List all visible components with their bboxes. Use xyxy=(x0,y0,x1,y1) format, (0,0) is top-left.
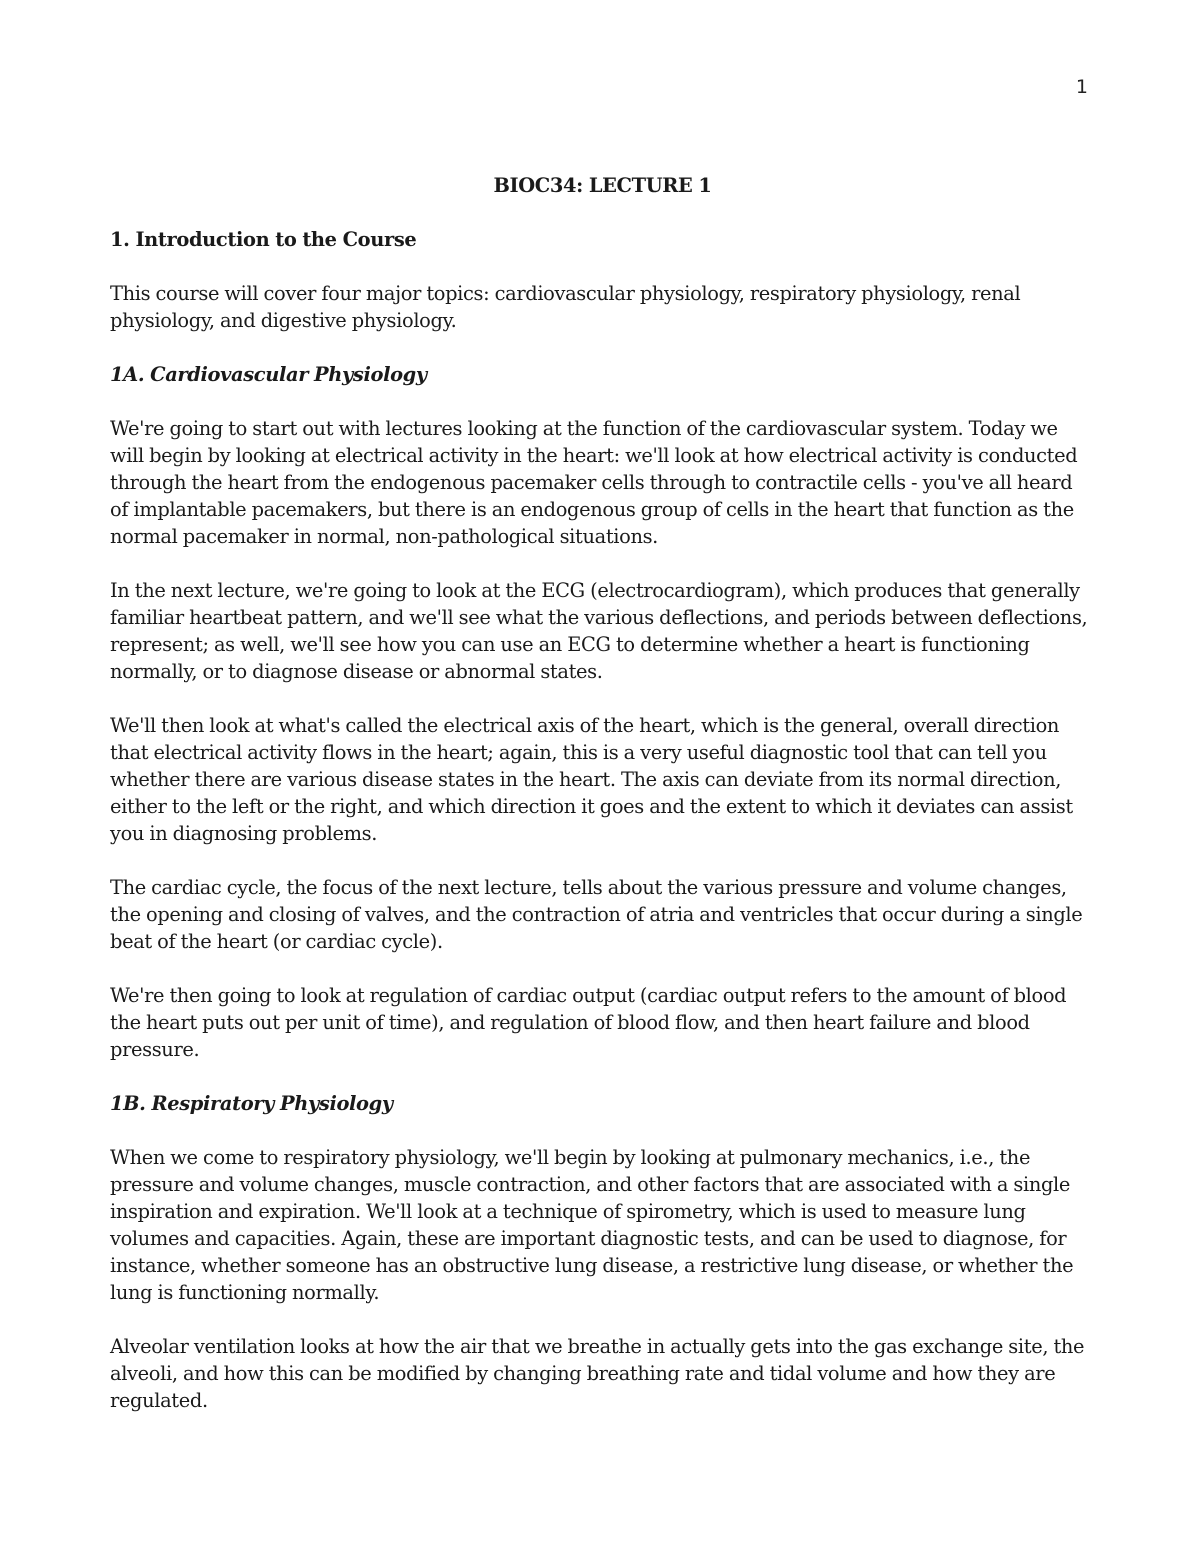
document-body xyxy=(110,172,1095,1441)
section-heading-introduction: 1. Introduction to the Course xyxy=(110,228,417,251)
paragraph-respiratory-1: When we come to respiratory physiology, we'll begin by looking at pulmonary mechanics, i.e., the pressure and volume changes, muscle contraction, and other factors that are associated with a single inspiration and expiration. We'll look at a technique of spirometry, which is used to measure lung volumes and capacities. Again, these are important diagnostic tests, and can be used to diagnose, for instance, whether someone has an obstructive lung disease, a restrictive lung disease, or whether the lung is functioning normally. xyxy=(110,1146,1074,1304)
paragraph-cardiovascular-5: We're then going to look at regulation of cardiac output (cardiac output refers to the amount of blood the heart puts out per unit of time), and regulation of blood flow, and then heart failure and blood pressure. xyxy=(110,984,1067,1061)
paragraph-respiratory-2: Alveolar ventilation looks at how the air that we breathe in actually gets into the gas exchange site, the alveoli, and how this can be modified by changing breathing rate and tidal volume and how they are regulated. xyxy=(110,1335,1085,1412)
paragraph-cardiovascular-2: In the next lecture, we're going to look at the ECG (electrocardiogram), which produces that generally familiar heartbeat pattern, and we'll see what the various deflections, and periods between deflections, represent; as well, we'll see how you can use an ECG to determine whether a heart is functioning normally, or to diagnose disease or abnormal states. xyxy=(110,579,1088,683)
paragraph-cardiovascular-1: We're going to start out with lectures looking at the function of the cardiovascular system. Today we will begin by looking at electrical activity in the heart: we'll look at how electrical activity is conducted through the heart from the endogenous pacemaker cells through to contractile cells - you've all heard of implantable pacemakers, but there is an endogenous group of cells in the heart that function as the normal pacemaker in normal, non-pathological situations. xyxy=(110,417,1078,548)
page-number: 1 xyxy=(1075,76,1088,98)
paragraph-cardiovascular-3: We'll then look at what's called the electrical axis of the heart, which is the general, overall direction that electrical activity flows in the heart; again, this is a very useful diagnostic tool that can tell you whether there are various disease states in the heart. The axis can deviate from its normal direction, either to the left or the right, and which direction it goes and the extent to which it deviates can assist you in diagnosing problems. xyxy=(110,714,1073,845)
section-heading-cardiovascular: 1A. Cardiovascular Physiology xyxy=(110,363,427,386)
section-heading-respiratory: 1B. Respiratory Physiology xyxy=(110,1092,393,1115)
paragraph-introduction: This course will cover four major topics: cardiovascular physiology, respiratory physiology, renal physiology, and digestive physiology. xyxy=(110,282,1021,332)
document-title: BIOC34: LECTURE 1 xyxy=(493,174,712,197)
paragraph-cardiovascular-4: The cardiac cycle, the focus of the next lecture, tells about the various pressure and volume changes, the opening and closing of valves, and the contraction of atria and ventricles that occur during a single beat of the heart (or cardiac cycle). xyxy=(110,876,1083,953)
